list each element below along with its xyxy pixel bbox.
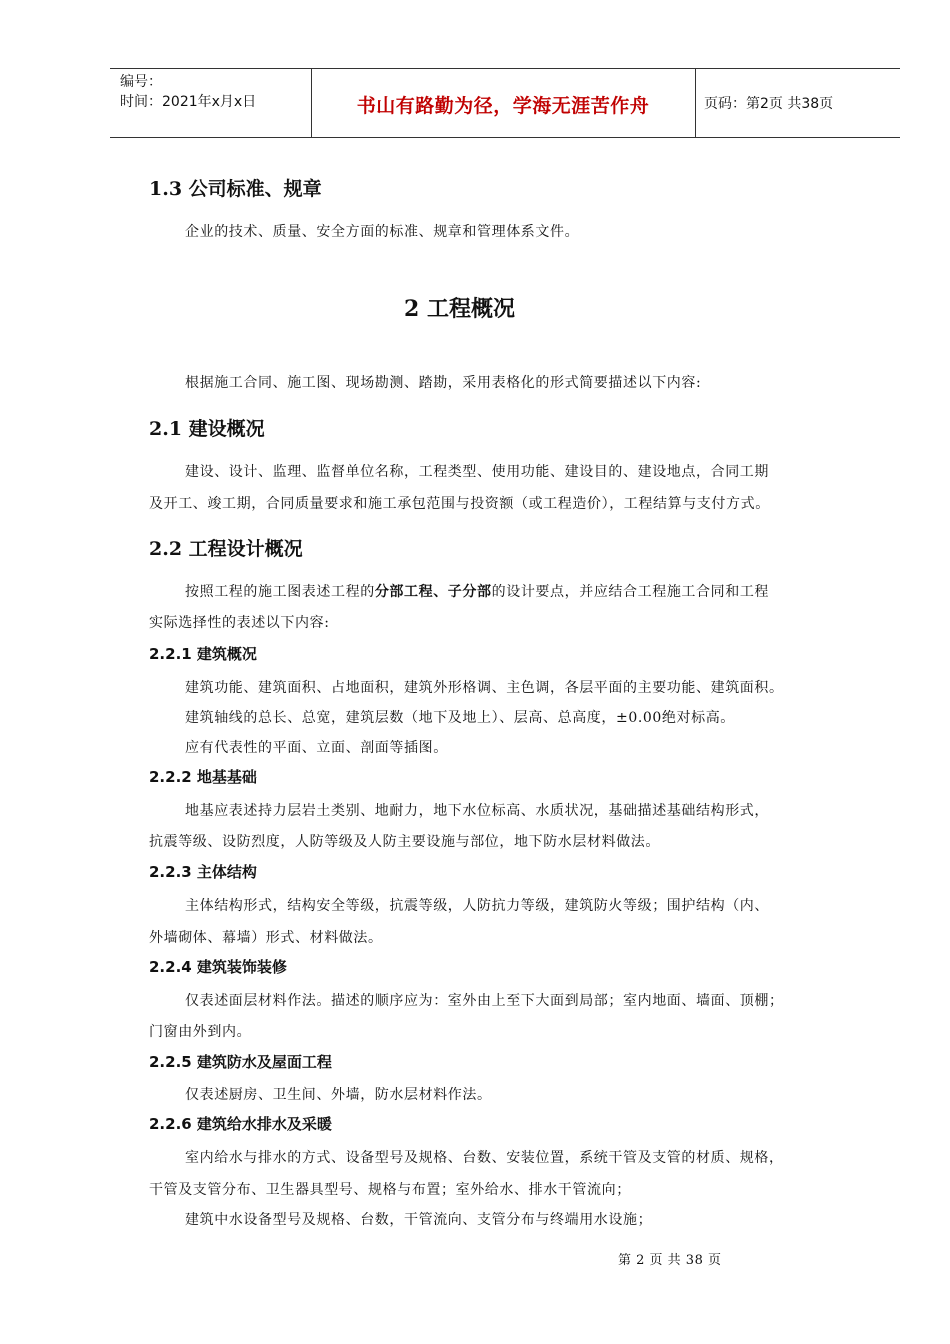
- section-2-2-line-2: 实际选择性的表述以下内容:: [149, 615, 330, 631]
- header-motto: 书山有路勤为径，学海无涯苦作舟: [356, 95, 650, 117]
- chapter-2-title: 2 工程概况: [404, 296, 515, 322]
- section-2-2-6-line-2: 干管及支管分布、卫生器具型号、规格与布置；室外给水、排水干管流向；: [149, 1182, 631, 1198]
- section-2-2-4-line-1: 仅表述面层材料作法。描述的顺序应为：室外由上至下大面到局部；室内地面、墙面、顶棚；: [185, 993, 784, 1009]
- section-2-2-line-1: [185, 581, 769, 601]
- section-2-2-5-line-1: 仅表述厨房、卫生间、外墙，防水层材料作法。: [185, 1087, 492, 1103]
- section-2-2-2-line-1: 地基应表述持力层岩土类别、地耐力，地下水位标高、水质状况，基础描述基础结构形式，: [185, 803, 769, 819]
- section-2-2-3-line-2: 外墙砌体、幕墙）形式、材料做法。: [149, 930, 383, 946]
- section-2-2-5-title: 2.2.5 建筑防水及屋面工程: [149, 1053, 332, 1071]
- section-2-2-1-title: 2.2.1 建筑概况: [149, 645, 257, 663]
- section-2-1-title: 2.1 建设概况: [149, 418, 265, 440]
- section-2-2-3-title: 2.2.3 主体结构: [149, 863, 257, 881]
- section-2-2-6-title: 2.2.6 建筑给水排水及采暖: [149, 1115, 332, 1133]
- section-2-2-4-line-2: 门窗由外到内。: [149, 1024, 252, 1040]
- section-2-1-line-2: 及开工、竣工期，合同质量要求和施工承包范围与投资额（或工程造价），工程结算与支付方式。: [149, 496, 770, 512]
- section-2-2-1-line-1: 建筑功能、建筑面积、占地面积，建筑外形格调、主色调，各层平面的主要功能、建筑面积。: [185, 680, 784, 696]
- section-2-2-6-line-1: 室内给水与排水的方式、设备型号及规格、台数、安装位置，系统干管及支管的材质、规格，: [185, 1150, 784, 1166]
- section-2-2-6-line-3: 建筑中水设备型号及规格、台数，干管流向、支管分布与终端用水设施；: [185, 1212, 653, 1228]
- section-2-2-line-1-a: 按照工程的施工图表述工程的: [185, 584, 375, 600]
- header-info-cell: [110, 69, 312, 137]
- section-2-2-emphasis: 分部工程、子分部: [374, 584, 492, 600]
- section-2-2-1-line-3: 应有代表性的平面、立面、剖面等插图。: [185, 740, 448, 756]
- section-1-3-title: 1.3 公司标准、规章: [149, 178, 322, 200]
- section-2-2-1-line-2: 建筑轴线的总长、总宽，建筑层数（地下及地上）、层高、总高度，±0.00绝对标高。: [185, 710, 735, 726]
- section-2-2-2-title: 2.2.2 地基基础: [149, 768, 257, 786]
- section-1-3-text: 企业的技术、质量、安全方面的标准、规章和管理体系文件。: [185, 224, 580, 240]
- header-page-cell: [696, 69, 900, 137]
- header-motto-cell: [311, 69, 696, 137]
- section-2-2-2-line-2: 抗震等级、设防烈度，人防等级及人防主要设施与部位，地下防水层材料做法。: [149, 834, 660, 850]
- section-2-1-line-1: 建设、设计、监理、监督单位名称，工程类型、使用功能、建设目的、建设地点，合同工期: [185, 464, 769, 480]
- document-number-label: 编号：: [120, 74, 162, 90]
- page-header: [110, 68, 900, 138]
- document-date-label: 时间：2021年x月x日: [120, 94, 257, 110]
- section-2-2-3-line-1: 主体结构形式，结构安全等级，抗震等级，人防抗力等级，建筑防火等级；围护结构（内、: [185, 898, 769, 914]
- header-page-code: 页码：第2页 共38页: [704, 96, 834, 112]
- section-2-2-4-title: 2.2.4 建筑装饰装修: [149, 958, 287, 976]
- chapter-2-intro: 根据施工合同、施工图、现场勘测、踏勘，采用表格化的形式简要描述以下内容:: [185, 375, 702, 391]
- section-2-2-title: 2.2 工程设计概况: [149, 538, 303, 560]
- section-2-2-line-1-c: 的设计要点，并应结合工程施工合同和工程: [491, 584, 770, 600]
- page-footer: 第 2 页 共 38 页: [618, 1253, 722, 1268]
